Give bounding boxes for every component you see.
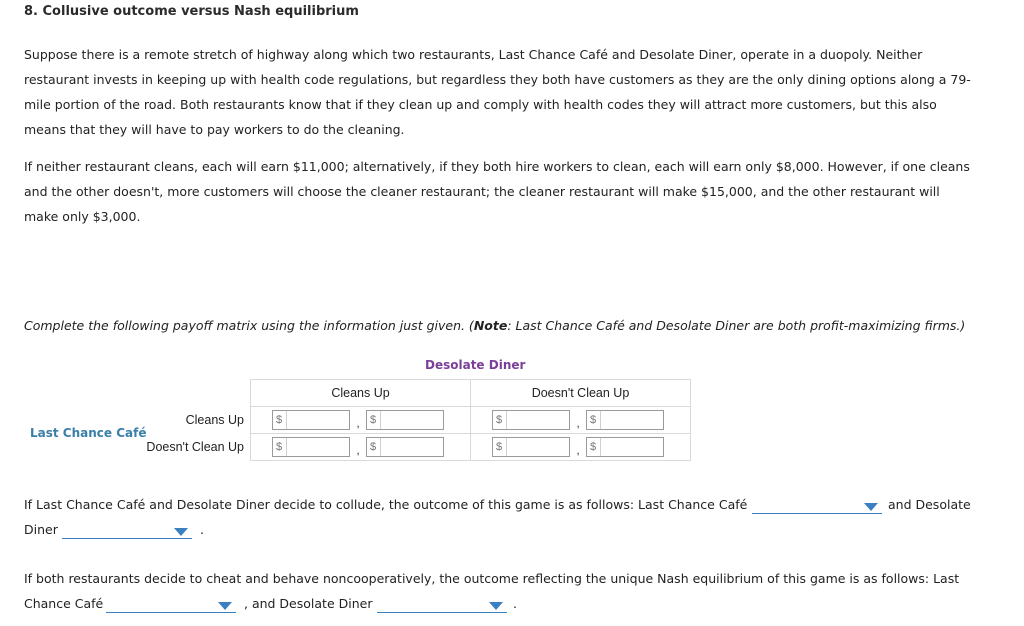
matrix-instruction xyxy=(24,318,965,333)
paragraph-line: Suppose there is a remote stretch of highway along which two restaurants, Last Chance Café and Desolate Diner, operate in a duopoly. Neither xyxy=(24,47,923,62)
payoff-input-column-player[interactable] xyxy=(586,437,664,457)
scenario-paragraph xyxy=(24,42,984,142)
payoff-input-column-player[interactable] xyxy=(586,410,664,430)
payoff-matrix xyxy=(140,379,691,461)
dollar-sign: $ xyxy=(367,411,381,429)
nash-question xyxy=(24,566,1004,591)
instruction-text: Complete the following payoff matrix using the information just given. ( xyxy=(24,318,474,333)
collusion-last-chance-dropdown[interactable] xyxy=(752,498,882,514)
payoff-separator: , xyxy=(356,416,360,430)
paragraph-line: make only $3,000. xyxy=(24,209,141,224)
dollar-sign: $ xyxy=(587,411,601,429)
payoff-input-row-player[interactable] xyxy=(272,437,350,457)
note-label: Note xyxy=(473,318,508,333)
dollar-sign: $ xyxy=(367,438,381,456)
nash-desolate-dropdown[interactable] xyxy=(377,597,507,613)
payoff-input-row-player[interactable] xyxy=(492,410,570,430)
column-header-cleans-up: Cleans Up xyxy=(251,380,471,407)
dollar-sign: $ xyxy=(273,438,287,456)
payoff-cell xyxy=(251,407,471,434)
dropdown-arrow-icon xyxy=(489,602,503,610)
question-text: Chance Café xyxy=(24,596,104,611)
payoff-separator: , xyxy=(576,443,580,457)
payoff-input-row-player[interactable] xyxy=(272,410,350,430)
payoff-cell xyxy=(471,434,691,461)
column-player-label: Desolate Diner xyxy=(425,358,526,372)
sentence-end: . xyxy=(513,596,517,611)
payoff-input-column-player[interactable] xyxy=(366,437,444,457)
payoff-separator: , xyxy=(576,416,580,430)
row-header-cleans-up: Cleans Up xyxy=(185,413,244,427)
question-text: If both restaurants decide to cheat and behave noncooperatively, the outcome reflecting the unique Nash equilibrium of this game is as follows: Last xyxy=(24,571,960,586)
sentence-end: . xyxy=(200,522,204,537)
payoff-input-column-player[interactable] xyxy=(366,410,444,430)
paragraph-line: means that they will have to pay workers to do the cleaning. xyxy=(24,122,405,137)
column-header-doesnt-clean-up: Doesn't Clean Up xyxy=(471,380,691,407)
row-header-doesnt-clean-up: Doesn't Clean Up xyxy=(146,440,244,454)
payoff-cell xyxy=(251,434,471,461)
payoff-input-row-player[interactable] xyxy=(492,437,570,457)
question-title: 8. Collusive outcome versus Nash equilibrium xyxy=(24,4,359,19)
dollar-sign: $ xyxy=(493,438,507,456)
payoff-paragraph xyxy=(24,154,984,229)
question-text: Diner xyxy=(24,522,58,537)
dollar-sign: $ xyxy=(587,438,601,456)
collusion-desolate-dropdown[interactable] xyxy=(62,523,192,539)
paragraph-line: If neither restaurant cleans, each will earn $11,000; alternatively, if they both hire workers to clean, each will earn only $8,000. However, if one cleans xyxy=(24,159,970,174)
row-player-label: Last Chance Café xyxy=(30,426,147,440)
paragraph-line: and the other doesn't, more customers will choose the cleaner restaurant; the cleaner restaurant will make $15,000, and the other restaurant will xyxy=(24,184,940,199)
payoff-separator: , xyxy=(356,443,360,457)
question-text: If Last Chance Café and Desolate Diner decide to collude, the outcome of this game is as follows: Last Chance Café xyxy=(24,497,748,512)
dropdown-arrow-icon xyxy=(174,528,188,536)
question-text: and Desolate xyxy=(888,497,971,512)
dollar-sign: $ xyxy=(273,411,287,429)
nash-last-chance-dropdown[interactable] xyxy=(106,597,236,613)
paragraph-line: restaurant invests in keeping up with health code regulations, but regardless they both have customers as they are the only dining options along a 79- xyxy=(24,72,971,87)
instruction-text: : Last Chance Café and Desolate Diner are both profit-maximizing firms.) xyxy=(507,318,966,333)
dollar-sign: $ xyxy=(493,411,507,429)
dropdown-arrow-icon xyxy=(218,602,232,610)
question-text: , and Desolate Diner xyxy=(244,596,373,611)
paragraph-line: mile portion of the road. Both restaurants know that if they clean up and comply with health codes they will attract more customers, but this also xyxy=(24,97,937,112)
payoff-cell xyxy=(471,407,691,434)
dropdown-arrow-icon xyxy=(864,503,878,511)
